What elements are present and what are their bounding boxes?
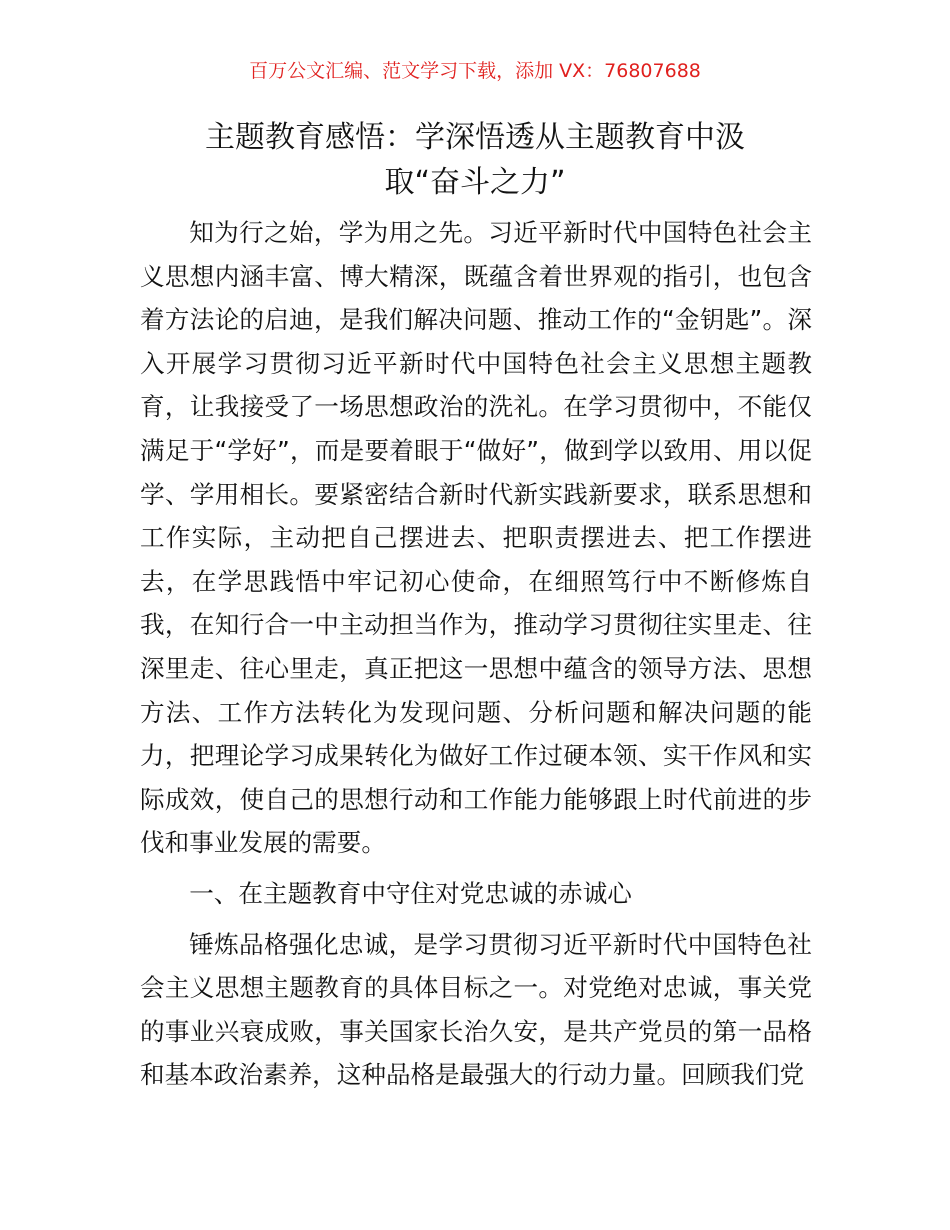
paragraph-intro: 知为行之始，学为用之先。习近平新时代中国特色社会主义思想内涵丰富、博大精深，既蕴含着世界观的指引，也包含着方法论的启迪，是我们解决问题、推动工作的“金钥匙”。深入开展学习贯彻习近平新时代中国特色社会主义思想主题教育，让我接受了一场思想政治的洗礼。在学习贯彻中，不能仅满足于“学好”，而是要着眼于“做好”，做到学以致用、用以促学、学用相长。要紧密结合新时代新实践新要求，联系思想和工作实际，主动把自己摆进去、把职责摆进去、把工作摆进去，在学思践悟中牢记初心使命，在细照笃行中不断修炼自我，在知行合一中主动担当作为，推动学习贯彻往实里走、往深里走、往心里走，真正把这一思想中蕴含的领导方法、思想方法、工作方法转化为发现问题、分析问题和解决问题的能力，把理论学习成果转化为做好工作过硬本领、实干作风和实际成效，使自己的思想行动和工作能力能够跟上时代前进的步伐和事业发展的需要。 <box>140 218 812 858</box>
document-body <box>140 211 812 1097</box>
title-line-1: 主题教育感悟：学深悟透从主题教育中汲 <box>205 120 745 155</box>
header-note: 百万公文汇编、范文学习下载，添加 VX：76807688 <box>249 60 701 82</box>
title-line-2: 取“奋斗之力” <box>384 165 566 200</box>
document-title <box>140 115 810 205</box>
section-heading-1: 一、在主题教育中守住对党忠诚的赤诚心 <box>189 878 632 908</box>
paragraph-section-1: 锤炼品格强化忠诚，是学习贯彻习近平新时代中国特色社会主义思想主题教育的具体目标之一。对党绝对忠诚，事关党的事业兴衰成败，事关国家长治久安，是共产党员的第一品格和基本政治素养，这种品格是最强大的行动力量。回顾我们党 <box>140 929 812 1090</box>
